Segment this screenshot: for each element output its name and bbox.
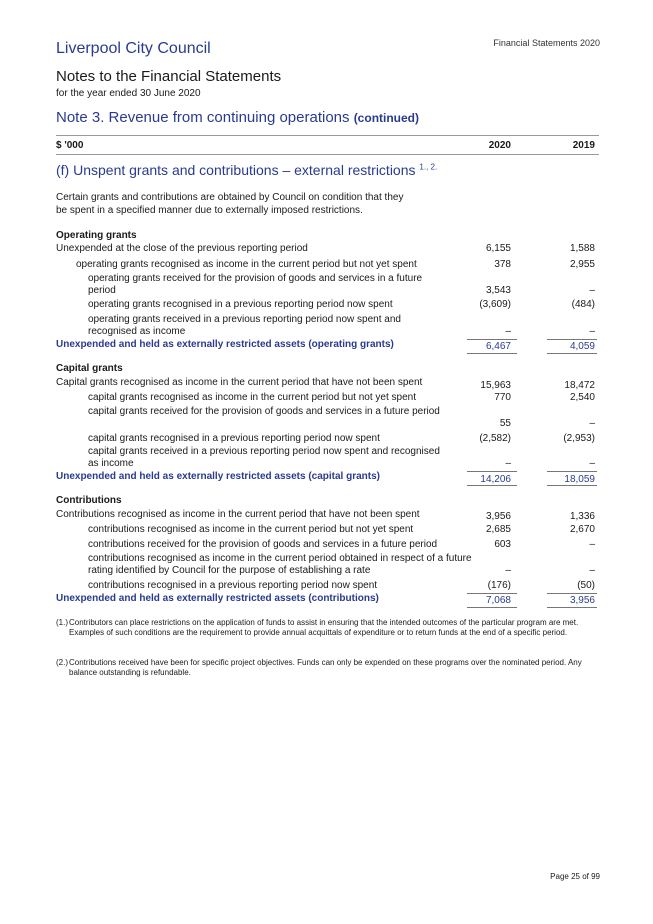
notes-subtitle: for the year ended 30 June 2020 (56, 88, 201, 99)
section-title (56, 162, 437, 178)
council-name: Liverpool City Council (56, 40, 211, 57)
note-title-text: Note 3. Revenue from continuing operations (56, 109, 350, 126)
report-title: Financial Statements 2020 (493, 38, 600, 48)
note-continued: (continued) (353, 111, 420, 125)
year-2019-header: 2019 (572, 140, 595, 151)
page-number: Page 25 of 99 (550, 872, 600, 881)
note-title (56, 109, 419, 126)
section-title-text: (f) Unspent grants and contributions – external restrictions (56, 162, 416, 178)
section-footnote-ref: 1., 2. (419, 162, 438, 172)
year-2020-header: 2020 (488, 140, 511, 151)
unit-label: $ '000 (56, 140, 84, 151)
section-intro: Certain grants and contributions are obtained by Council on condition that they be spent in a specified manner due to externally imposed restrictions. (56, 192, 404, 216)
footnote-2: (2.) Contributions received have been for specific project objectives. Funds can only be expended on these programs over the nominated period. Any balance outstanding is refundable. (56, 658, 582, 677)
footnote-1: (1.) Contributors can place restrictions on the application of funds to assist in ensuring that the intended outcomes of the particular program are met. Examples of such conditions are the requirement to provide annual acquittals of expenditure or to return funds at the end of a specific period. (56, 618, 579, 637)
column-header (56, 135, 599, 155)
notes-title: Notes to the Financial Statements (56, 68, 282, 85)
